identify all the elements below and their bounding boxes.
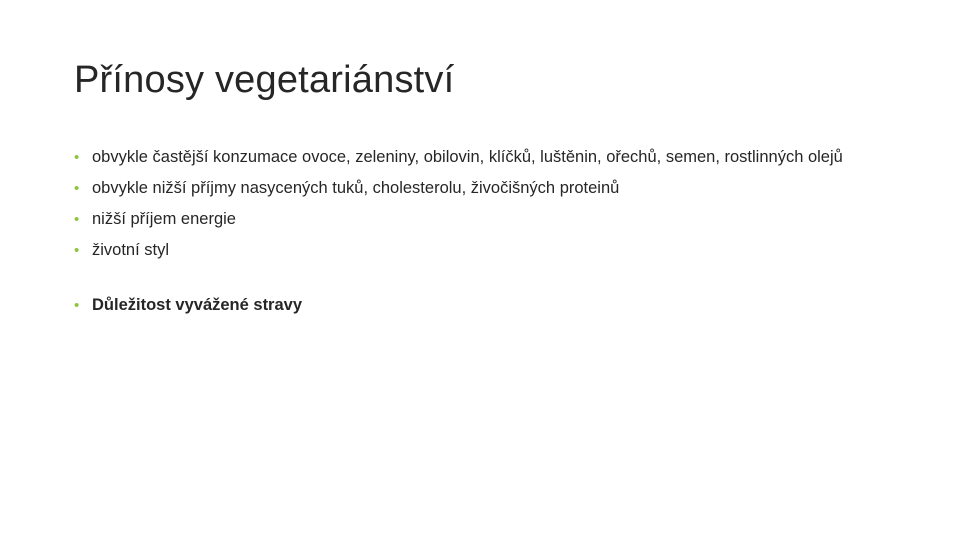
bullet-icon: •: [74, 297, 80, 314]
bullet-text: obvykle nižší příjmy nasycených tuků, cholesterolu, živočišných proteinů: [92, 179, 620, 197]
bullet-icon: •: [74, 242, 80, 259]
bullet-icon: •: [74, 180, 80, 197]
bullet-text: nižší příjem energie: [92, 210, 236, 228]
bullet-item: [74, 208, 894, 231]
bullet-item: [74, 177, 894, 200]
bullet-icon: •: [74, 149, 80, 166]
bullet-list: [74, 146, 894, 325]
slide-title: Přínosy vegetariánství: [74, 59, 455, 101]
bullet-text: životní styl: [92, 241, 170, 259]
bullet-item: [74, 239, 894, 262]
bullet-item: [74, 146, 894, 169]
bullet-text: Důležitost vyvážené stravy: [92, 296, 303, 314]
bullet-text: obvykle častější konzumace ovoce, zeleniny, obilovin, klíčků, luštěnin, ořechů, semen, rostlinných olejů: [92, 148, 843, 166]
bullet-item: [74, 294, 894, 317]
bullet-icon: •: [74, 211, 80, 228]
